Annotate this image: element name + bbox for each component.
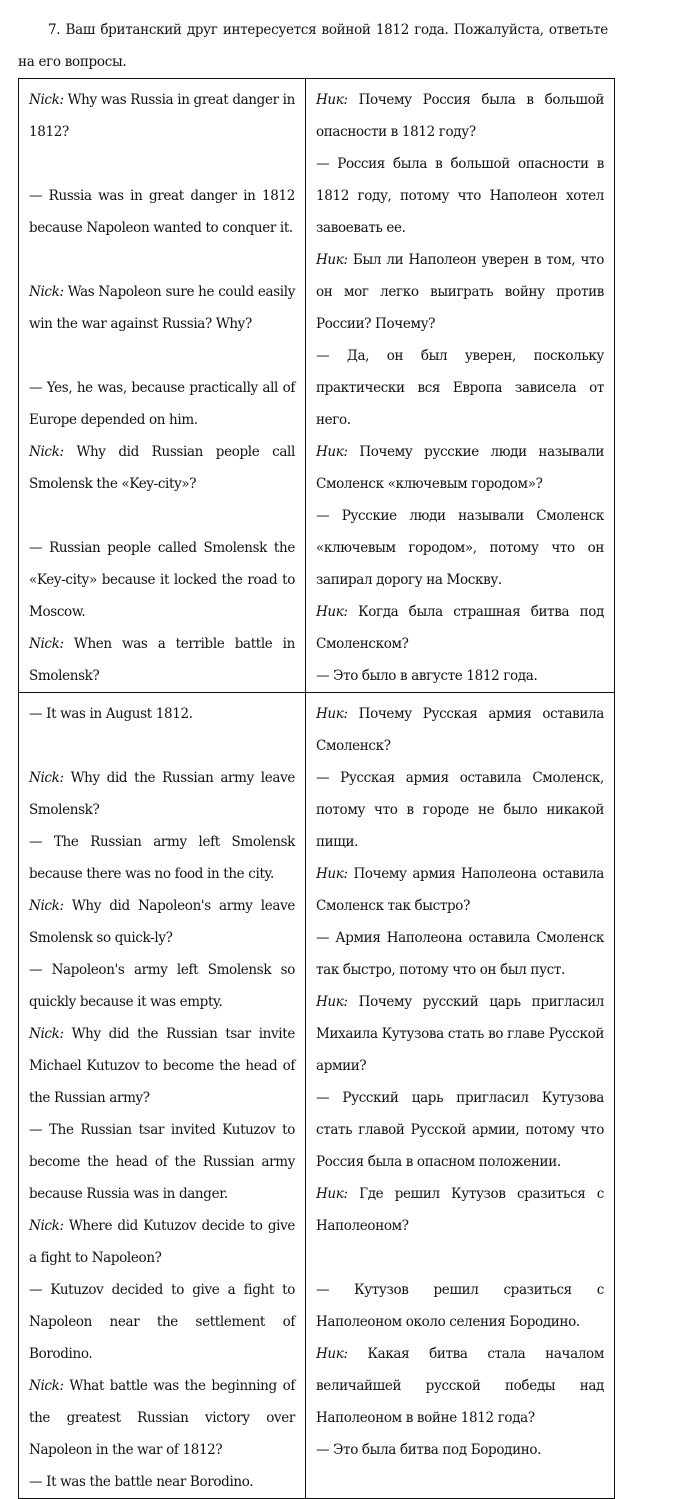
answer-line: — Russia was in great danger in 1812 because Napoleon wanted to conquer it. xyxy=(29,188,295,236)
speaker-label: Nick: xyxy=(29,444,64,460)
answer-line: — Yes, he was, because practically all of Europe depended on him. xyxy=(29,380,295,428)
table-row xyxy=(19,693,615,1499)
speaker-label: Ник: xyxy=(316,994,348,1010)
speaker-label: Nick: xyxy=(29,770,64,786)
question-text: Какая битва стала началом величайшей русской победы над Наполеоном в войне 1812 года? xyxy=(316,1346,604,1426)
answer-line: — Russian people called Smolensk the «Key-city» because it locked the road to Moscow. xyxy=(29,540,295,620)
question-line xyxy=(316,1338,604,1434)
question-text: Почему Русская армия оставила Смоленск? xyxy=(316,706,604,754)
question-line xyxy=(316,244,604,340)
question-text: Почему армия Наполеона оставила Смоленск так быстро? xyxy=(316,866,604,914)
question-line xyxy=(316,986,604,1082)
question-text: When was a terrible battle in Smolensk? xyxy=(29,636,295,684)
question-line xyxy=(316,698,604,762)
speaker-label: Ник: xyxy=(316,92,348,108)
answer-line: — Да, он был уверен, поскольку практически вся Европа зависела от него. xyxy=(316,348,604,428)
question-line xyxy=(29,628,295,692)
answer-line: — It was the battle near Borodino. xyxy=(29,1474,254,1490)
question-text: Был ли Наполеон уверен в том, что он мог легко выиграть войну против России? Почему? xyxy=(316,252,604,332)
blank-line xyxy=(316,1242,604,1274)
question-text: Was Napoleon sure he could easily win the war against Russia? Why? xyxy=(29,284,295,332)
answer-line: — The Russian tsar invited Kutuzov to become the head of the Russian army because Russia was in danger. xyxy=(29,1122,295,1202)
question-text: Почему русские люди называли Смоленск «ключевым городом»? xyxy=(316,444,604,492)
answer-line: — Это было в августе 1812 года. xyxy=(316,668,538,684)
blank-line xyxy=(29,500,295,532)
question-text: Why did the Russian tsar invite Michael Kutuzov to become the head of the Russian army? xyxy=(29,1026,295,1106)
task-instruction: 7. Ваш британский друг интересуется войной 1812 года. Пожалуйста, ответьте на его вопросы. xyxy=(18,22,608,70)
question-line xyxy=(29,84,295,148)
answer-line: — Россия была в большой опасности в 1812 году, потому что Наполеон хотел завоевать ее. xyxy=(316,156,604,236)
speaker-label: Ник: xyxy=(316,252,348,268)
question-line xyxy=(316,596,604,660)
question-line xyxy=(316,858,604,922)
answer-line: — Армия Наполеона оставила Смоленск так быстро, потому что он был пуст. xyxy=(316,930,604,978)
speaker-label: Ник: xyxy=(316,706,348,722)
answer-line: — Русская армия оставила Смоленск, потому что в городе не было никакой пищи. xyxy=(316,770,604,850)
question-line xyxy=(316,84,604,148)
speaker-label: Ник: xyxy=(316,604,348,620)
question-line xyxy=(316,1178,604,1242)
speaker-label: Nick: xyxy=(29,1218,64,1234)
question-text: Почему русский царь пригласил Михаила Кутузова стать во главе Русской армии? xyxy=(316,994,604,1074)
question-line xyxy=(29,762,295,826)
answer-line: — Kutuzov decided to give a fight to Napoleon near the settlement of Borodino. xyxy=(29,1282,295,1362)
question-text: Когда была страшная битва под Смоленском? xyxy=(316,604,604,652)
question-text: Где решил Кутузов сразиться с Наполеоном? xyxy=(316,1186,604,1234)
blank-line xyxy=(29,340,295,372)
blank-line xyxy=(29,730,295,762)
answer-line: — Русский царь пригласил Кутузова стать главой Русской армии, потому что Россия была в опасном положении. xyxy=(316,1090,604,1170)
speaker-label: Nick: xyxy=(29,636,64,652)
speaker-label: Nick: xyxy=(29,92,64,108)
answer-line: — Это была битва под Бородино. xyxy=(316,1442,542,1458)
answer-line: — It was in August 1812. xyxy=(29,706,193,722)
dialogue-table xyxy=(18,78,615,1499)
question-line xyxy=(29,436,295,500)
question-line xyxy=(29,276,295,340)
question-line xyxy=(29,1018,295,1114)
question-text: Why did Napoleon's army leave Smolensk so quick-ly? xyxy=(29,898,295,946)
question-line xyxy=(316,436,604,500)
question-text: Why was Russia in great danger in 1812? xyxy=(29,92,295,140)
question-line xyxy=(29,1370,295,1466)
speaker-label: Nick: xyxy=(29,898,64,914)
answer-line: — Кутузов решил сразиться с Наполеоном около селения Бородино. xyxy=(316,1282,604,1330)
question-line xyxy=(29,1210,295,1274)
blank-line xyxy=(29,148,295,180)
speaker-label: Ник: xyxy=(316,1186,348,1202)
table-row xyxy=(19,79,615,693)
question-text: Why did the Russian army leave Smolensk? xyxy=(29,770,295,818)
speaker-label: Nick: xyxy=(29,284,64,300)
speaker-label: Ник: xyxy=(316,866,348,882)
answer-line: — Napoleon's army left Smolensk so quickly because it was empty. xyxy=(29,962,295,1010)
blank-line xyxy=(29,244,295,276)
speaker-label: Ник: xyxy=(316,1346,348,1362)
question-line xyxy=(29,890,295,954)
question-text: Почему Россия была в большой опасности в 1812 году? xyxy=(316,92,604,140)
answer-line: — Русские люди называли Смоленск «ключевым городом», потому что он запирал дорогу на Москву. xyxy=(316,508,604,588)
speaker-label: Ник: xyxy=(316,444,348,460)
english-cell xyxy=(19,693,306,1499)
russian-cell xyxy=(306,79,615,693)
english-cell xyxy=(19,79,306,693)
speaker-label: Nick: xyxy=(29,1378,64,1394)
answer-line: — The Russian army left Smolensk because there was no food in the city. xyxy=(29,834,295,882)
question-text: What battle was the beginning of the greatest Russian victory over Napoleon in the war of 1812? xyxy=(29,1378,295,1458)
question-text: Where did Kutuzov decide to give a fight to Napoleon? xyxy=(29,1218,295,1266)
russian-cell xyxy=(306,693,615,1499)
question-text: Why did Russian people call Smolensk the «Key-city»? xyxy=(29,444,295,492)
speaker-label: Nick: xyxy=(29,1026,64,1042)
